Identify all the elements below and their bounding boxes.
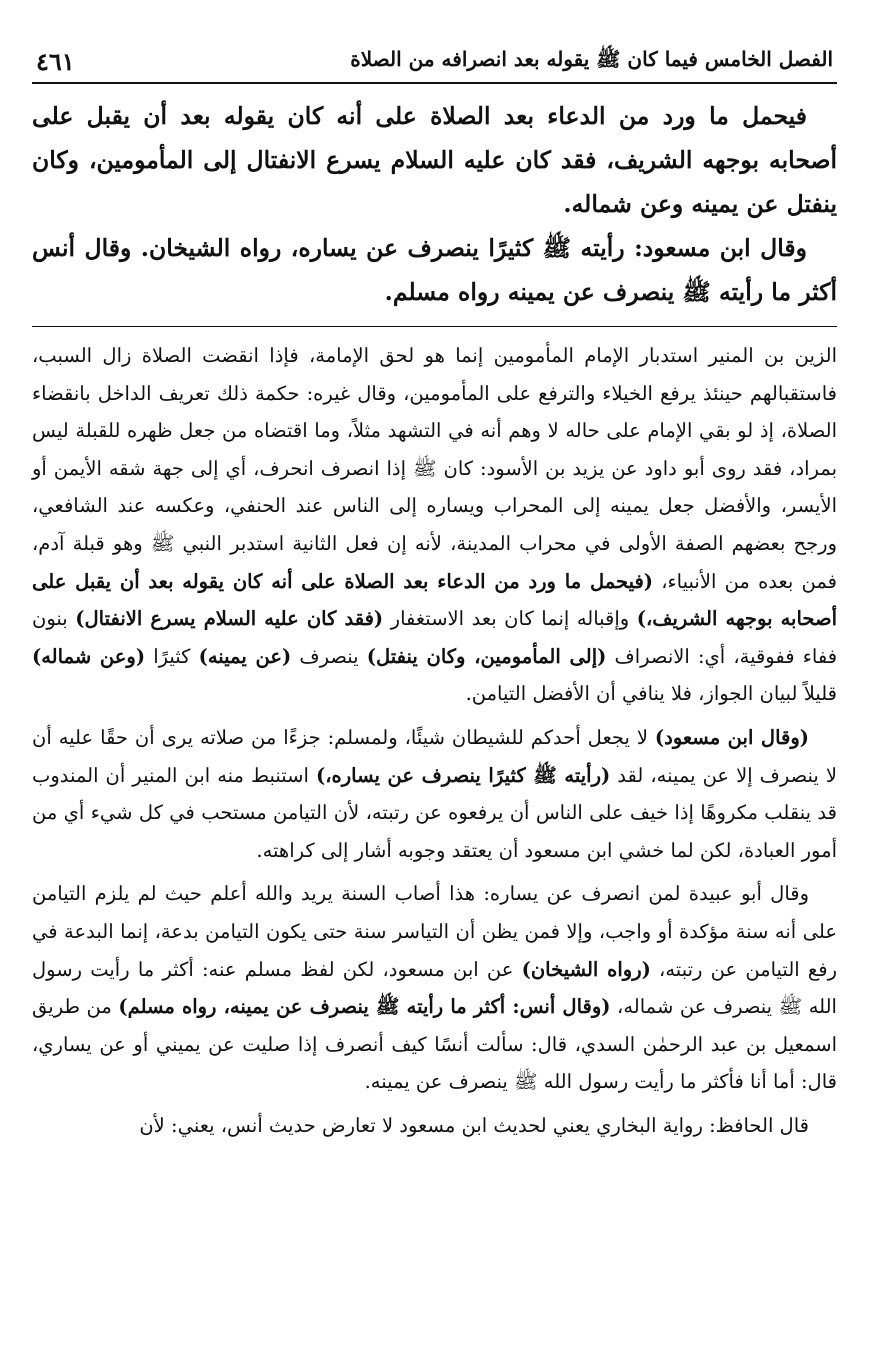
commentary-paragraph — [32, 337, 837, 713]
quoted-text: (فقد كان عليه السلام يسرع الانفتال) — [75, 607, 384, 631]
running-header — [32, 42, 837, 82]
quoted-text: (فيحمل ما ورد من الدعاء بعد الصلاة على أنه كان يقوله بعد أن يقبل على أصحابه بوجهه الشريف،) — [32, 569, 837, 631]
commentary-text: استنبط منه ابن المنير أن المندوب قد ينقلب مكروهًا إذا خيف على الناس أن يرفعوه عن رتبته، لأن التيامن مستحب في كل شيء أي من أمور العبادة، لكن لما خشي ابن مسعود أن يعتقد وجوبه أشار إلى كراهته. — [32, 763, 837, 862]
quoted-text: (عن يمينه) — [198, 644, 292, 668]
quoted-text: (وعن شماله) — [32, 644, 146, 668]
page-number: ٤٦١ — [36, 47, 75, 76]
header-divider — [32, 82, 837, 84]
commentary-text: عن ابن مسعود، لكن لفظ مسلم عنه: أكثر ما رأيت رسول الله ﷺ ينصرف عن شماله، — [32, 957, 837, 1019]
quoted-text: (رواه الشيخان) — [521, 957, 651, 981]
commentary-text: كثيرًا — [145, 644, 199, 668]
commentary-paragraph — [32, 719, 837, 869]
commentary-text: بنون ففاء ففوقية، أي: الانصراف — [32, 607, 838, 668]
main-paragraph: وقال ابن مسعود: رأيته ﷺ كثيرًا ينصرف عن يساره، رواه الشيخان. وقال أنس أكثر ما رأيته ﷺ ينصرف عن يمينه رواه مسلم. — [32, 234, 837, 306]
main-paragraph: فيحمل ما ورد من الدعاء بعد الصلاة على أنه كان يقوله بعد أن يقبل على أصحابه بوجهه الشريف، فقد كان عليه السلام يسرع الانفتال إلى المأمومين، وكان ينفتل عن يمينه وعن شماله. — [32, 102, 837, 218]
commentary-divider — [32, 326, 837, 327]
main-text — [32, 94, 837, 314]
commentary-paragraph: قال الحافظ: رواية البخاري يعني لحديث ابن مسعود لا تعارض حديث أنس، يعني: لأن — [139, 1113, 809, 1137]
commentary — [32, 337, 837, 1144]
commentary-text: ينصرف — [291, 644, 367, 668]
commentary-text: لا يجعل أحدكم للشيطان شيئًا، ولمسلم: جزءًا من صلاته يرى أن حقًا عليه أن لا ينصرف إلا عن يمينه، لقد — [32, 725, 837, 787]
commentary-text: وقال أبو عبيدة لمن انصرف عن يساره: هذا أصاب السنة يريد والله أعلم حيث لم يلزم التيامن على أنه سنة مؤكدة أو واجب، وإلا فمن يظن أن التياسر سنة حتى يكون التيامن بدعة، إنما البدعة في رفع التيامن عن رتبته، — [32, 882, 838, 981]
quoted-text: (وقال ابن مسعود) — [654, 725, 809, 749]
commentary-paragraph — [32, 875, 837, 1101]
commentary-text: من طريق اسمعيل بن عبد الرحمٰن السدي، قال: سألت أنسًا كيف أنصرف إذا صليت عن يميني أو عن يساري، قال: أما أنا فأكثر ما رأيت رسول الله ﷺ ينصرف عن يمينه. — [32, 995, 837, 1094]
commentary-text: قليلاً لبيان الجواز، فلا ينافي أن الأفضل التيامن. — [465, 682, 837, 706]
chapter-title: الفصل الخامس فيما كان ﷺ يقوله بعد انصرافه من الصلاة — [350, 47, 833, 71]
quoted-text: (رأيته ﷺ كثيرًا ينصرف عن يساره،) — [315, 763, 611, 787]
commentary-text: وإقباله إنما كان بعد الاستغفار — [383, 607, 637, 631]
quoted-text: (إلى المأمومين، وكان ينفتل) — [366, 644, 607, 668]
commentary-text: الزين بن المنير استدبار الإمام المأمومين إنما هو لحق الإمامة، فإذا انقضت الصلاة زال السبب، فاستقبالهم حينئذ يرفع الخيلاء والترفع على المأمومين، وقال غيره: حكمة ذلك تعريف الداخل بانقضاء الصلاة، إذ لو بقي الإمام على حاله لا وهم أنه في التشهد مثلاً، وما اقتضاه من جعل ظهره للقبلة ليس بمراد، فقد روى أبو داود عن يزيد بن الأسود: كان ﷺ إذا انصرف انحرف، أي إلى جهة شقه الأيمن أو الأيسر، والأفضل جعل يمينه إلى المحراب ويساره إلى الناس عند الحنفي، وعكسه عند الشافعي، ورجح بعضهم الصفة الأولى في محراب المدينة، لأنه إن فعل الثانية استدبر النبي ﷺ وهو قبلة آدم، فمن بعده من الأنبياء، — [32, 344, 838, 593]
quoted-text: (وقال أنس: أكثر ما رأيته ﷺ ينصرف عن يمينه، رواه مسلم) — [118, 995, 611, 1019]
